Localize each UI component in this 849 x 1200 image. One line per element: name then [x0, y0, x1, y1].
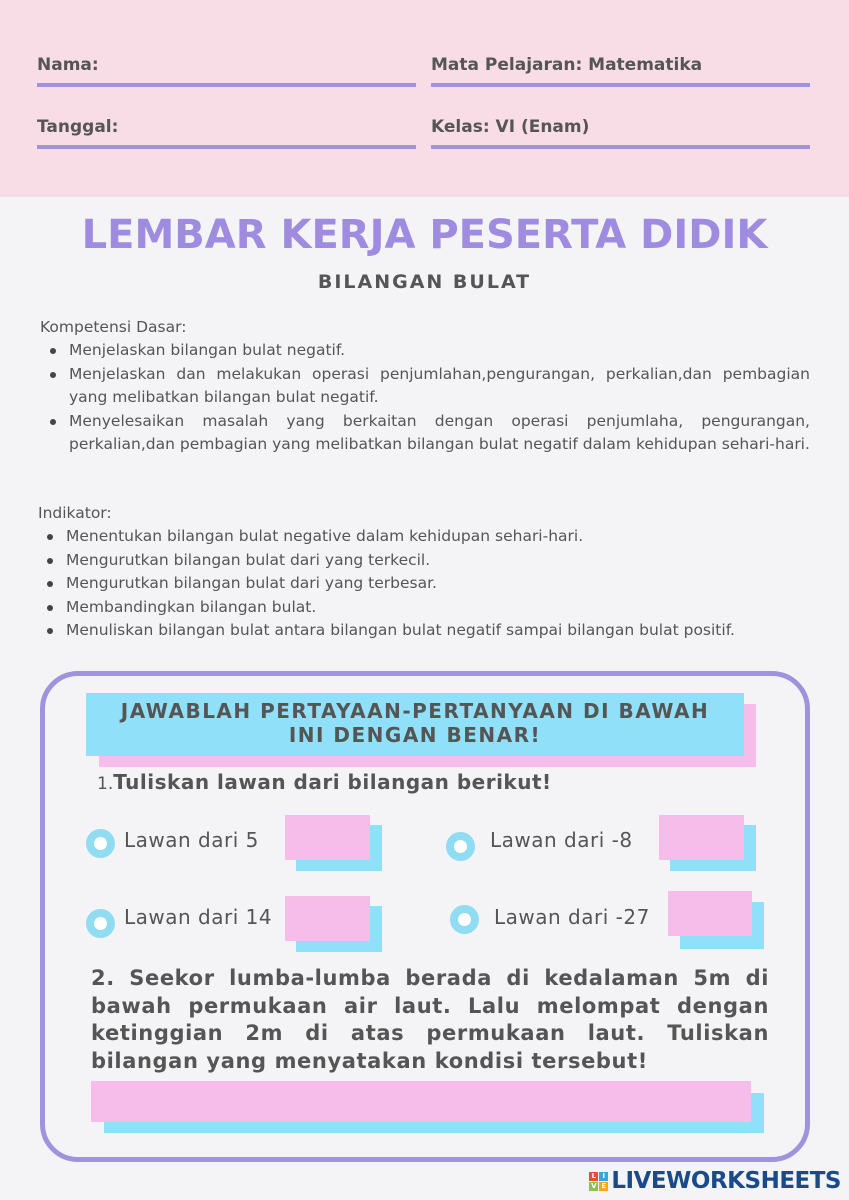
- tanggal-label: Tanggal:: [37, 117, 119, 137]
- answer-box-2[interactable]: [659, 815, 744, 860]
- indikator-list: [36, 525, 776, 643]
- page-title: LEMBAR KERJA PESERTA DIDIK: [81, 212, 768, 258]
- nama-line: [37, 83, 416, 87]
- instruction-text: [86, 699, 744, 747]
- radio-option-3-icon[interactable]: [86, 909, 115, 938]
- answer-box-4[interactable]: [668, 891, 752, 936]
- logo-letter: I: [599, 1172, 608, 1181]
- liveworksheets-logo[interactable]: [589, 1168, 841, 1194]
- nama-label: Nama:: [37, 55, 99, 75]
- radio-option-4-icon[interactable]: [450, 905, 479, 934]
- question-1-text: Tuliskan lawan dari bilangan berikut!: [113, 770, 552, 794]
- logo-letter: E: [599, 1182, 608, 1191]
- kelas-line: [431, 145, 810, 149]
- answer-field-2[interactable]: [91, 1081, 751, 1122]
- logo-letter: L: [589, 1172, 598, 1181]
- option-3-label: Lawan dari 14: [124, 905, 273, 929]
- option-4-label: Lawan dari -27: [494, 905, 650, 929]
- tanggal-line: [37, 145, 416, 149]
- indikator-heading: Indikator:: [38, 504, 112, 522]
- question-1: [97, 770, 552, 794]
- mapel-label: Mata Pelajaran: Matematika: [431, 55, 703, 75]
- radio-option-2-icon[interactable]: [446, 832, 475, 861]
- logo-grid-icon: [589, 1172, 608, 1191]
- list-item: Menyelesaikan masalah yang berkaitan dengan operasi penjumlaha, pengurangan, perkalian,dan pembagian yang melibatkan bilangan bulat negatif dalam kehidupan sehari-hari.: [39, 410, 810, 457]
- list-item: Menuliskan bilangan bulat antara bilangan bulat negatif sampai bilangan bulat positif.: [36, 619, 776, 643]
- header-band: [0, 0, 849, 197]
- mapel-line: [431, 83, 810, 87]
- list-item: Membandingkan bilangan bulat.: [36, 596, 776, 620]
- instruction-line-1: JAWABLAH PERTAYAAN-PERTANYAAN DI BAWAH: [120, 699, 710, 723]
- page-subtitle: BILANGAN BULAT: [317, 271, 532, 293]
- option-2-label: Lawan dari -8: [490, 828, 633, 852]
- kelas-label: Kelas: VI (Enam): [431, 117, 590, 137]
- list-item: Menjelaskan dan melakukan operasi penjumlahan,pengurangan, perkalian,dan pembagian yang melibatkan bilangan bulat negatif.: [39, 363, 810, 410]
- kompetensi-list: [39, 339, 810, 457]
- list-item: Mengurutkan bilangan bulat dari yang terkecil.: [36, 549, 776, 573]
- question-1-number: 1.: [97, 774, 114, 794]
- logo-letter: V: [591, 1181, 597, 1190]
- list-item: Menjelaskan bilangan bulat negatif.: [39, 339, 810, 363]
- question-2-text: 2. Seekor lumba-lumba berada di kedalaman 5m di bawah permukaan air laut. Lalu melompat dengan ketinggian 2m di atas permukaan laut. Tuliskan bilangan yang menyatakan kondisi tersebut!: [91, 966, 769, 1073]
- answer-box-3[interactable]: [285, 896, 370, 941]
- instruction-line-2: INI DENGAN BENAR!: [288, 723, 542, 747]
- answer-box-1[interactable]: [285, 815, 370, 860]
- radio-option-1-icon[interactable]: [86, 829, 115, 858]
- kompetensi-heading: Kompetensi Dasar:: [40, 318, 187, 336]
- brand-name: LIVEWORKSHEETS: [611, 1168, 841, 1194]
- option-1-label: Lawan dari 5: [124, 828, 259, 852]
- list-item: Menentukan bilangan bulat negative dalam kehidupan sehari-hari.: [36, 525, 776, 549]
- list-item: Mengurutkan bilangan bulat dari yang terbesar.: [36, 572, 776, 596]
